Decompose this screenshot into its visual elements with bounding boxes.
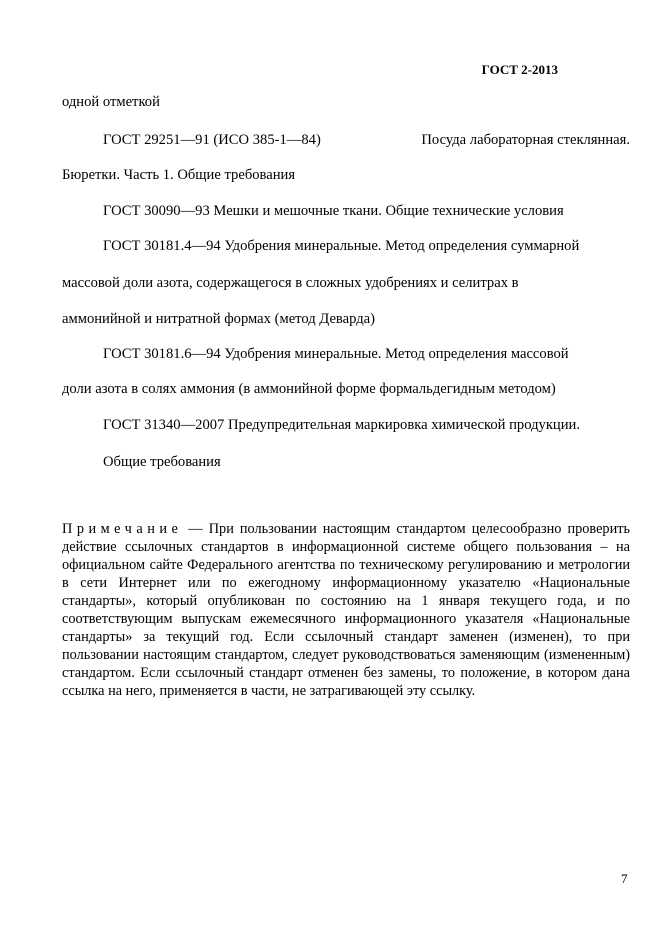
- reference-continuation: доли азота в солях аммония (в аммонийной форме формальдегидным методом): [62, 381, 556, 397]
- reference-gost-30181-4: ГОСТ 30181.4—94 Удобрения минеральные. Метод определения суммарной: [103, 238, 580, 254]
- reference-gost-30090: ГОСТ 30090—93 Мешки и мешочные ткани. Общие технические условия: [103, 203, 564, 219]
- reference-continuation: аммонийной и нитратной формах (метод Деварда): [62, 311, 375, 327]
- reference-code: ГОСТ 29251—91 (ИСО 385-1—84): [103, 132, 321, 148]
- reference-gost-31340: ГОСТ 31340—2007 Предупредительная маркировка химической продукции.: [103, 417, 580, 433]
- continuation-line: одной отметкой: [62, 94, 160, 110]
- reference-title: Посуда лабораторная стеклянная.: [421, 132, 630, 148]
- reference-gost-30181-6: ГОСТ 30181.6—94 Удобрения минеральные. Метод определения массовой: [103, 346, 569, 362]
- reference-continuation: Общие требования: [103, 454, 221, 470]
- page-number: 7: [621, 871, 628, 886]
- note-label: Примечание: [62, 521, 183, 537]
- reference-gost-29251: [103, 133, 630, 148]
- note-block: [62, 520, 630, 700]
- note-text: — При пользовании настоящим стандартом целесообразно проверить действие ссылочных стандартов в информационной системе общего пользования – на официальном сайте Федерального агентства по техническому регулированию и метрологии в сети Интернет или по ежегодному информационному указателю «Национальные стандарты», который опубликован по состоянию на 1 января текущего года, и по соответствующим выпускам ежемесячного информационного указателя «Национальные стандарты» за текущий год. Если ссылочный стандарт заменен (изменен), то при пользовании настоящим стандартом, следует руководствоваться заменяющим (измененным) стандартом. Если ссылочный стандарт отменен без замены, то положение, в котором дана ссылка на него, применяется в части, не затрагивающей эту ссылку.: [62, 521, 630, 699]
- document-code: ГОСТ 2-2013: [481, 62, 558, 77]
- reference-continuation: массовой доли азота, содержащегося в сложных удобрениях и селитрах в: [62, 275, 519, 291]
- reference-continuation: Бюретки. Часть 1. Общие требования: [62, 167, 296, 183]
